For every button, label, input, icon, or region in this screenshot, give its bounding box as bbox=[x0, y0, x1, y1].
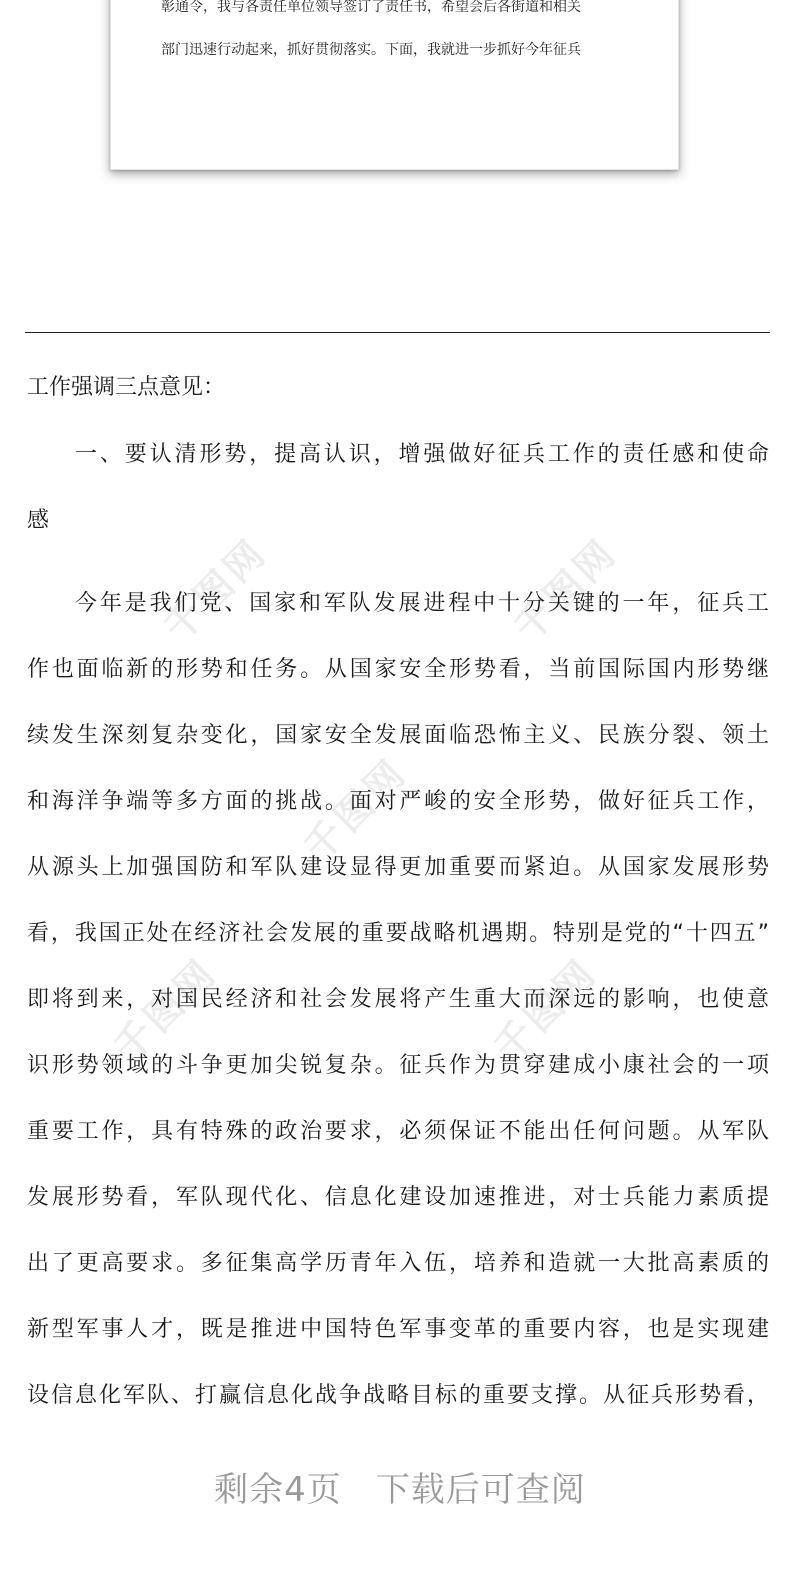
text-line: 即将到来，对国民经济和社会发展将产生重大而深远的影响，也使意 bbox=[27, 987, 769, 1012]
section-heading: 一、要认清形势，提高认识，增强做好征兵工作的责任感和使命 bbox=[75, 442, 769, 467]
card-text-line: 彰通令，我与各责任单位领导签订了责任书，希望会后各街道和相关 bbox=[161, 0, 581, 15]
text-line: 作也面临新的形势和任务。从国家安全形势看，当前国际国内形势继 bbox=[27, 657, 769, 682]
text-line: 今年是我们党、国家和军队发展进程中十分关键的一年，征兵工 bbox=[75, 591, 769, 616]
watermark: 千图网 bbox=[485, 949, 606, 1071]
text-line: 感 bbox=[27, 508, 50, 533]
page-preview-card bbox=[110, 0, 679, 170]
download-to-view-label: 下载后可查阅 bbox=[375, 1470, 586, 1510]
text-line: 和海洋争端等多方面的挑战。面对严峻的安全形势，做好征兵工作， bbox=[27, 789, 769, 814]
section-divider bbox=[25, 332, 770, 333]
watermark: 千图网 bbox=[155, 529, 276, 651]
watermark: 千图网 bbox=[505, 529, 626, 651]
text-line: 重要工作，具有特殊的政治要求，必须保证不能出任何问题。从军队 bbox=[27, 1119, 769, 1144]
text-line: 工作强调三点意见： bbox=[27, 375, 226, 400]
watermark: 千图网 bbox=[295, 749, 416, 871]
remaining-pages-label: 剩余4页 bbox=[214, 1470, 342, 1510]
text-line: 续发生深刻复杂变化，国家安全发展面临恐怖主义、民族分裂、领土 bbox=[27, 723, 769, 748]
text-line: 发展形势看，军队现代化、信息化建设加速推进，对士兵能力素质提 bbox=[27, 1185, 769, 1210]
text-line: 设信息化军队、打赢信息化战争战略目标的重要支撑。从征兵形势看， bbox=[27, 1383, 769, 1408]
card-text-line: 部门迅速行动起来，抓好贯彻落实。下面，我就进一步抓好今年征兵 bbox=[161, 42, 581, 58]
download-prompt[interactable] bbox=[0, 1468, 800, 1512]
text-line: 出了更高要求。多征集高学历青年入伍，培养和造就一大批高素质的 bbox=[27, 1251, 769, 1276]
watermark: 千图网 bbox=[105, 949, 226, 1071]
text-line: 看，我国正处在经济社会发展的重要战略机遇期。特别是党的“十四五” bbox=[27, 921, 769, 946]
text-line: 识形势领域的斗争更加尖锐复杂。征兵作为贯穿建成小康社会的一项 bbox=[27, 1053, 769, 1078]
text-line: 从源头上加强国防和军队建设显得更加重要而紧迫。从国家发展形势 bbox=[27, 855, 769, 880]
text-line: 新型军事人才，既是推进中国特色军事变革的重要内容，也是实现建 bbox=[27, 1317, 769, 1342]
